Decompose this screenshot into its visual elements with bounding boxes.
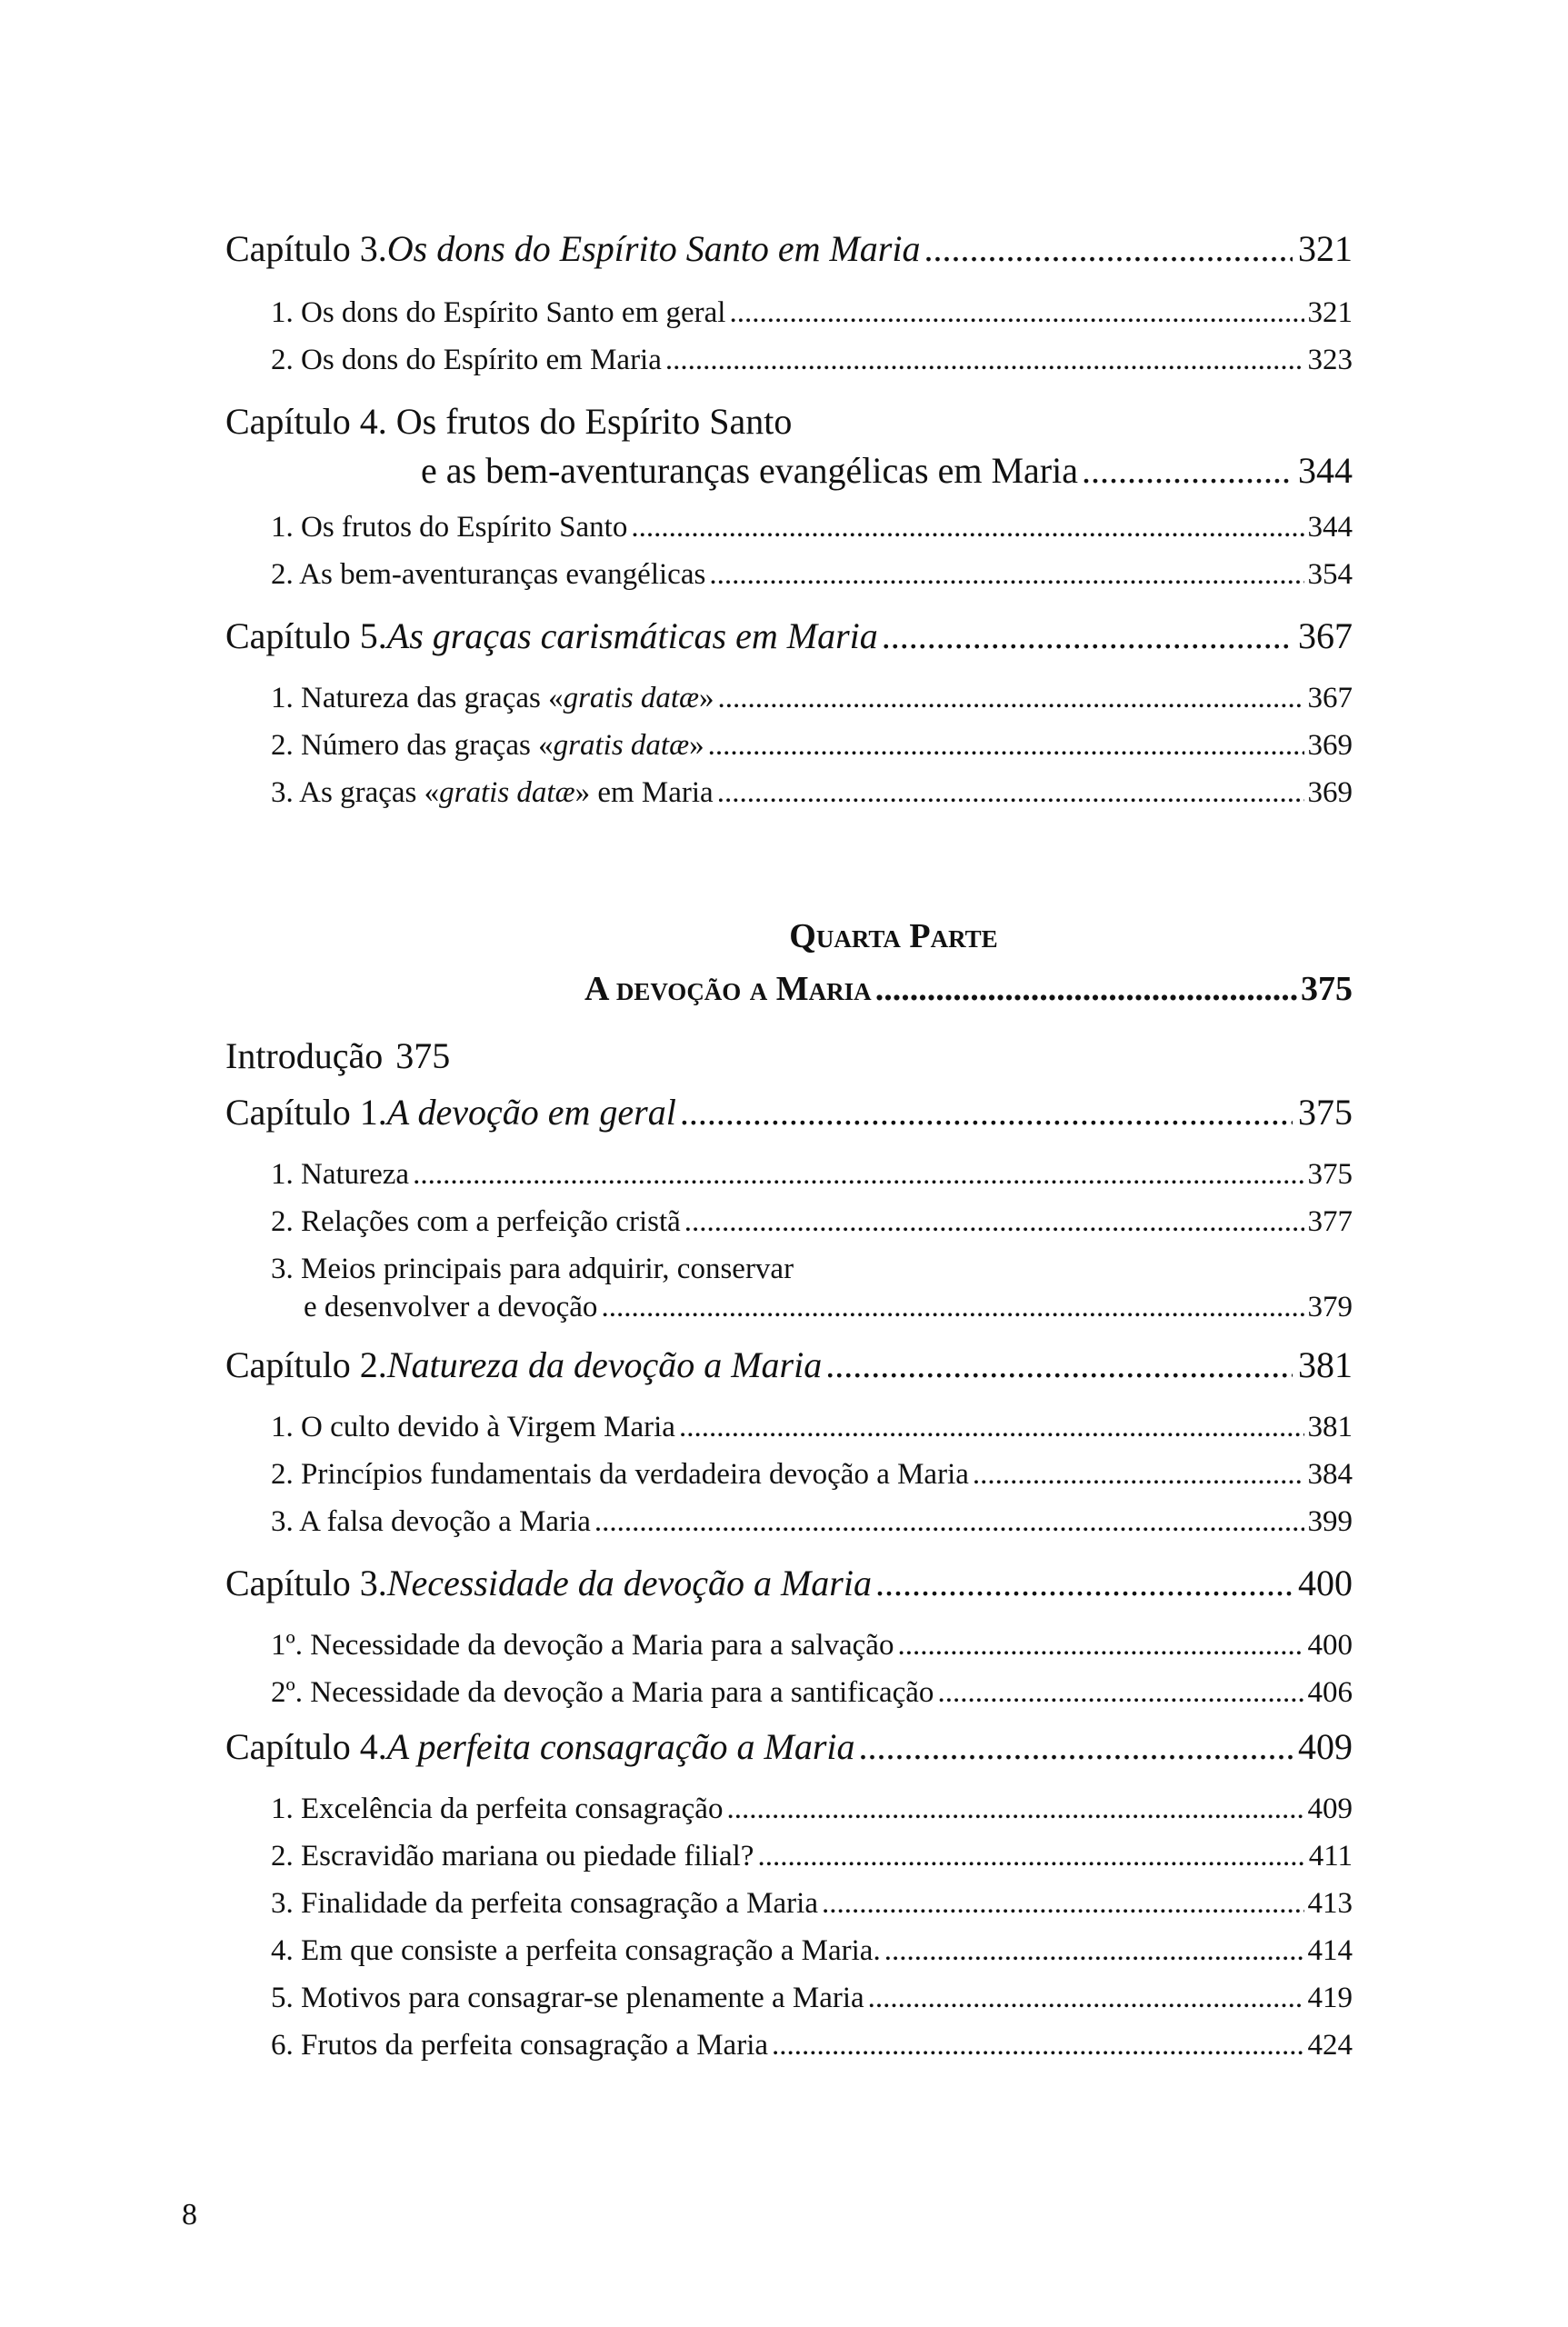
toc-section[interactable] (225, 1982, 1353, 2015)
chapter-prefix: Capítulo 2. (225, 1344, 387, 1385)
chapter-title: Necessidade da devoção a Maria (386, 1563, 872, 1603)
part-subtitle: A devoção a Maria (584, 970, 872, 1008)
chapter-title: Os dons do Espírito Santo em Maria (386, 228, 921, 269)
dot-leader (825, 1343, 1293, 1386)
chapter-title: As graças carismáticas em Maria (386, 615, 878, 656)
toc-chapter-4-line2[interactable] (225, 449, 1353, 492)
section-title: 1. O culto devido à Virgem Maria (271, 1411, 675, 1443)
dot-leader (875, 1562, 1293, 1604)
section-title-latin: gratis datæ (439, 776, 575, 809)
section-title: 3. Meios principais para adquirir, conservar (271, 1253, 794, 1285)
page-ref: 399 (1307, 1505, 1353, 1538)
dot-leader (665, 344, 1304, 377)
page-ref: 375 (1301, 970, 1353, 1008)
dot-leader (937, 1676, 1303, 1710)
toc-section[interactable] (225, 1411, 1353, 1444)
section-title-post: » (689, 729, 704, 762)
toc-section[interactable] (225, 1629, 1353, 1663)
page-ref: 419 (1307, 1982, 1353, 2014)
chapter-prefix: Capítulo 1. (225, 1092, 387, 1133)
page-ref: 344 (1307, 511, 1353, 544)
page-ref: 379 (1307, 1291, 1353, 1323)
dot-leader (631, 511, 1303, 544)
dot-leader (601, 1291, 1303, 1324)
toc-section[interactable] (225, 1840, 1353, 1873)
section-title-post: » (699, 682, 714, 714)
section-title: 3. A falsa devoção a Maria (271, 1505, 591, 1538)
page-ref: 381 (1298, 1344, 1353, 1385)
toc-chapter-3b[interactable] (225, 1562, 1353, 1604)
toc-section[interactable] (225, 2029, 1353, 2062)
section-title: 2. As bem-aventuranças evangélicas (271, 558, 706, 591)
page-ref: 375 (395, 1035, 451, 1076)
page-ref: 375 (1298, 1092, 1353, 1133)
toc-chapter-4b[interactable] (225, 1725, 1353, 1768)
page-ref: 323 (1307, 344, 1353, 376)
page-ref: 406 (1307, 1676, 1353, 1709)
toc-section[interactable] (225, 776, 1353, 810)
toc-section-line2[interactable] (225, 1291, 1353, 1324)
toc-section-line1[interactable] (225, 1253, 1353, 1286)
dot-leader (718, 682, 1304, 715)
dot-leader (680, 1091, 1293, 1134)
toc-section[interactable] (225, 1793, 1353, 1826)
dot-leader (717, 776, 1304, 810)
toc-section[interactable] (225, 1205, 1353, 1239)
section-title-post: » em Maria (574, 776, 714, 809)
chapter-prefix: Capítulo 3. (225, 1563, 387, 1603)
page-ref: 400 (1307, 1629, 1353, 1662)
section-title: 1. Os dons do Espírito Santo em geral (271, 296, 726, 329)
dot-leader (413, 1158, 1303, 1192)
toc-section[interactable] (225, 296, 1353, 330)
page-ref: 400 (1298, 1563, 1353, 1603)
section-title: 1. Os frutos do Espírito Santo (271, 511, 628, 544)
section-title: 6. Frutos da perfeita consagração a Maria (271, 2029, 769, 2062)
intro-title: Introdução (225, 1035, 384, 1076)
toc-section[interactable] (225, 1458, 1353, 1492)
page-ref: 413 (1307, 1887, 1353, 1920)
page-ref: 409 (1307, 1793, 1353, 1825)
toc-chapter-3[interactable] (225, 227, 1353, 270)
section-title: 2. Princípios fundamentais da verdadeira devoção a Maria (271, 1458, 969, 1491)
toc-section[interactable] (225, 682, 1353, 715)
chapter-title: A devoção em geral (386, 1092, 676, 1133)
dot-leader (729, 296, 1303, 330)
dot-leader (822, 1887, 1304, 1921)
section-title: 2. Relações com a perfeição cristã (271, 1205, 681, 1238)
page-ref: 321 (1298, 228, 1353, 269)
section-title-latin: gratis datæ (563, 682, 700, 714)
part-heading-line1 (225, 916, 1353, 956)
page-ref: 411 (1308, 1840, 1353, 1873)
dot-leader (757, 1840, 1304, 1873)
page-ref: 321 (1307, 296, 1353, 329)
chapter-title: Natureza da devoção a Maria (386, 1344, 823, 1385)
page-number: 8 (182, 2198, 197, 2232)
chapter-prefix: Capítulo 3. (225, 228, 387, 269)
dot-leader (679, 1411, 1304, 1444)
part-title: Quarta Parte (789, 917, 998, 955)
section-title: 1. Natureza (271, 1158, 410, 1191)
toc-section[interactable] (225, 558, 1353, 592)
dot-leader (897, 1629, 1303, 1663)
toc-chapter-4-line1[interactable] (225, 400, 1353, 443)
dot-leader (684, 1205, 1304, 1239)
section-title: 4. Em que consiste a perfeita consagração a Maria. (271, 1934, 881, 1967)
section-title: 2º. Necessidade da devoção a Maria para a santificação (271, 1676, 934, 1709)
section-title-cont: e desenvolver a devoção (304, 1291, 598, 1323)
chapter-prefix: Capítulo 5. (225, 615, 387, 656)
toc-section[interactable] (225, 729, 1353, 763)
page-ref: 367 (1307, 682, 1353, 714)
dot-leader (859, 1725, 1293, 1768)
dot-leader (882, 614, 1293, 657)
dot-leader (708, 729, 1304, 763)
section-title: 3. Finalidade da perfeita consagração a Maria (271, 1887, 818, 1920)
dot-leader (1082, 449, 1293, 492)
chapter-title: A perfeita consagração a Maria (386, 1726, 855, 1767)
section-title: 2. Escravidão mariana ou piedade filial? (271, 1840, 754, 1873)
toc-chapter-5[interactable] (225, 614, 1353, 657)
section-title-latin: gratis datæ (553, 729, 690, 762)
section-title: 1. Excelência da perfeita consagração (271, 1793, 724, 1825)
page-ref: 369 (1307, 776, 1353, 809)
dot-leader (594, 1505, 1304, 1539)
page-ref: 414 (1307, 1934, 1353, 1967)
dot-leader (726, 1793, 1303, 1826)
toc-chapter-2[interactable] (225, 1343, 1353, 1386)
section-title-pre: 2. Número das graças « (271, 729, 554, 762)
dot-leader (884, 1934, 1304, 1968)
page-ref: 384 (1307, 1458, 1353, 1491)
toc-section[interactable] (225, 1505, 1353, 1539)
toc-section[interactable] (225, 1887, 1353, 1921)
section-title: 5. Motivos para consagrar-se plenamente a Maria (271, 1982, 864, 2014)
toc-section[interactable] (225, 1934, 1353, 1968)
page-ref: 375 (1307, 1158, 1353, 1191)
chapter-title-cont: e as bem-aventuranças evangélicas em Maria (421, 450, 1078, 491)
chapter-title: Capítulo 4. Os frutos do Espírito Santo (225, 401, 793, 442)
dot-leader (973, 1458, 1304, 1492)
part-heading-line2[interactable] (225, 969, 1353, 1009)
toc-section[interactable] (225, 1158, 1353, 1192)
toc-section[interactable] (225, 511, 1353, 544)
page-ref: 424 (1307, 2029, 1353, 2062)
page-ref: 369 (1307, 729, 1353, 762)
page-ref: 367 (1298, 615, 1353, 656)
page-ref: 354 (1307, 558, 1353, 591)
section-title-pre: 1. Natureza das graças « (271, 682, 564, 714)
page-ref: 381 (1307, 1411, 1353, 1443)
dot-leader (709, 558, 1303, 592)
page-ref: 377 (1307, 1205, 1353, 1238)
page-ref: 344 (1298, 450, 1353, 491)
toc-introduction[interactable] (225, 1034, 1353, 1077)
page-ref: 409 (1298, 1726, 1353, 1767)
dot-leader (868, 1982, 1304, 2015)
dot-leader (924, 227, 1293, 270)
toc-chapter-1[interactable] (225, 1091, 1353, 1134)
section-title: 1º. Necessidade da devoção a Maria para a salvação (271, 1629, 894, 1662)
toc-section[interactable] (225, 344, 1353, 377)
chapter-prefix: Capítulo 4. (225, 1726, 387, 1767)
section-title-pre: 3. As graças « (271, 776, 440, 809)
toc-section[interactable] (225, 1676, 1353, 1710)
section-title: 2. Os dons do Espírito em Maria (271, 344, 662, 376)
dot-leader (772, 2029, 1303, 2062)
dot-leader (875, 969, 1297, 1009)
